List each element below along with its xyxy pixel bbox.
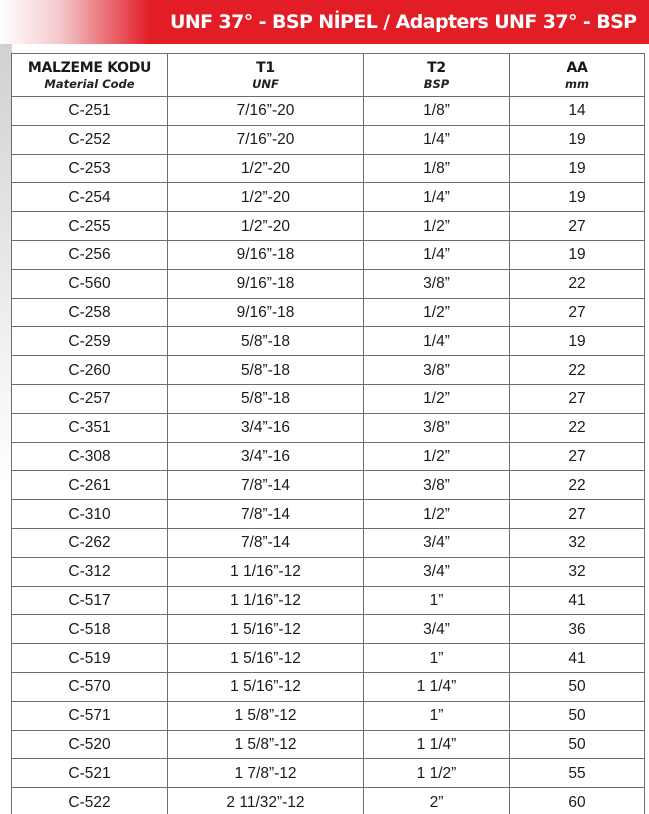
cell-material-code: C-259 — [12, 327, 168, 356]
title-bar — [0, 0, 649, 44]
cell-t2-bsp: 1/2” — [364, 384, 510, 413]
cell-material-code: C-519 — [12, 644, 168, 673]
cell-aa-mm: 32 — [510, 557, 645, 586]
cell-t1-unf: 5/8”-18 — [168, 384, 364, 413]
header-label: T2 — [427, 59, 446, 76]
header-t1 — [168, 54, 364, 97]
cell-aa-mm: 55 — [510, 759, 645, 788]
cell-aa-mm: 60 — [510, 788, 645, 814]
cell-t1-unf: 5/8”-18 — [168, 327, 364, 356]
cell-material-code: C-256 — [12, 240, 168, 269]
cell-t2-bsp: 1 1/4” — [364, 730, 510, 759]
table-row — [12, 528, 645, 557]
cell-t2-bsp: 1” — [364, 586, 510, 615]
table-row — [12, 356, 645, 385]
table-row — [12, 240, 645, 269]
cell-aa-mm: 41 — [510, 586, 645, 615]
header-sublabel: mm — [565, 76, 589, 91]
cell-t1-unf: 5/8”-18 — [168, 356, 364, 385]
table-row — [12, 97, 645, 126]
cell-material-code: C-521 — [12, 759, 168, 788]
cell-material-code: C-351 — [12, 413, 168, 442]
cell-t1-unf: 3/4”-16 — [168, 442, 364, 471]
cell-material-code: C-570 — [12, 672, 168, 701]
cell-t2-bsp: 1/2” — [364, 442, 510, 471]
header-sublabel: Material Code — [44, 76, 135, 91]
cell-t2-bsp: 3/8” — [364, 471, 510, 500]
cell-t1-unf: 7/16”-20 — [168, 97, 364, 126]
cell-t2-bsp: 3/8” — [364, 413, 510, 442]
cell-material-code: C-258 — [12, 298, 168, 327]
table-row — [12, 557, 645, 586]
cell-t1-unf: 1/2”-20 — [168, 154, 364, 183]
cell-material-code: C-255 — [12, 212, 168, 241]
cell-t1-unf: 7/16”-20 — [168, 125, 364, 154]
table-row — [12, 788, 645, 814]
cell-material-code: C-518 — [12, 615, 168, 644]
cell-aa-mm: 14 — [510, 97, 645, 126]
table-row — [12, 730, 645, 759]
table-row — [12, 154, 645, 183]
header-aa — [510, 54, 645, 97]
table-row — [12, 125, 645, 154]
table-row — [12, 759, 645, 788]
cell-aa-mm: 22 — [510, 413, 645, 442]
header-label: AA — [566, 59, 588, 76]
cell-aa-mm: 19 — [510, 154, 645, 183]
cell-t2-bsp: 1/4” — [364, 240, 510, 269]
cell-aa-mm: 27 — [510, 500, 645, 529]
header-sublabel: UNF — [252, 76, 279, 91]
table-row — [12, 384, 645, 413]
cell-t2-bsp: 2” — [364, 788, 510, 814]
cell-aa-mm: 27 — [510, 298, 645, 327]
cell-aa-mm: 50 — [510, 730, 645, 759]
cell-t1-unf: 1 5/8”-12 — [168, 730, 364, 759]
table-row — [12, 212, 645, 241]
cell-material-code: C-560 — [12, 269, 168, 298]
cell-t1-unf: 1 5/16”-12 — [168, 615, 364, 644]
cell-t1-unf: 2 11/32”-12 — [168, 788, 364, 814]
cell-material-code: C-260 — [12, 356, 168, 385]
cell-t2-bsp: 1 1/2” — [364, 759, 510, 788]
cell-t2-bsp: 1/4” — [364, 183, 510, 212]
header-label: T1 — [256, 59, 275, 76]
cell-t2-bsp: 3/8” — [364, 269, 510, 298]
table-row — [12, 471, 645, 500]
cell-t2-bsp: 1/8” — [364, 154, 510, 183]
cell-t1-unf: 1/2”-20 — [168, 212, 364, 241]
cell-t2-bsp: 3/4” — [364, 528, 510, 557]
cell-t1-unf: 3/4”-16 — [168, 413, 364, 442]
cell-aa-mm: 32 — [510, 528, 645, 557]
cell-aa-mm: 27 — [510, 442, 645, 471]
header-label: MALZEME KODU — [27, 59, 152, 76]
table-row — [12, 672, 645, 701]
header-row — [12, 54, 645, 97]
cell-aa-mm: 41 — [510, 644, 645, 673]
cell-material-code: C-517 — [12, 586, 168, 615]
cell-t2-bsp: 1 1/4” — [364, 672, 510, 701]
cell-aa-mm: 22 — [510, 471, 645, 500]
table-body — [12, 97, 645, 814]
cell-t2-bsp: 1/8” — [364, 97, 510, 126]
cell-t2-bsp: 1/2” — [364, 298, 510, 327]
table-row — [12, 701, 645, 730]
cell-material-code: C-520 — [12, 730, 168, 759]
cell-t2-bsp: 1” — [364, 644, 510, 673]
cell-material-code: C-310 — [12, 500, 168, 529]
header-material-code — [12, 54, 168, 97]
cell-t1-unf: 7/8”-14 — [168, 528, 364, 557]
cell-material-code: C-262 — [12, 528, 168, 557]
cell-aa-mm: 22 — [510, 269, 645, 298]
cell-t2-bsp: 1” — [364, 701, 510, 730]
cell-aa-mm: 19 — [510, 240, 645, 269]
cell-material-code: C-308 — [12, 442, 168, 471]
header-t2 — [364, 54, 510, 97]
table-row — [12, 644, 645, 673]
cell-aa-mm: 27 — [510, 384, 645, 413]
cell-t2-bsp: 1/2” — [364, 500, 510, 529]
table-row — [12, 413, 645, 442]
table-row — [12, 269, 645, 298]
cell-t2-bsp: 1/4” — [364, 125, 510, 154]
cell-t1-unf: 1 5/8”-12 — [168, 701, 364, 730]
cell-t1-unf: 9/16”-18 — [168, 240, 364, 269]
table-row — [12, 615, 645, 644]
cell-aa-mm: 19 — [510, 183, 645, 212]
cell-t1-unf: 1 1/16”-12 — [168, 586, 364, 615]
cell-material-code: C-571 — [12, 701, 168, 730]
cell-material-code: C-254 — [12, 183, 168, 212]
cell-t2-bsp: 1/4” — [364, 327, 510, 356]
cell-t1-unf: 7/8”-14 — [168, 500, 364, 529]
cell-aa-mm: 50 — [510, 672, 645, 701]
table-row — [12, 183, 645, 212]
cell-material-code: C-312 — [12, 557, 168, 586]
cell-aa-mm: 27 — [510, 212, 645, 241]
cell-aa-mm: 19 — [510, 327, 645, 356]
table-row — [12, 586, 645, 615]
cell-t1-unf: 1 1/16”-12 — [168, 557, 364, 586]
cell-material-code: C-261 — [12, 471, 168, 500]
cell-aa-mm: 19 — [510, 125, 645, 154]
page-title: UNF 37° - BSP NİPEL / Adapters UNF 37° - BSP — [170, 11, 637, 33]
cell-t1-unf: 7/8”-14 — [168, 471, 364, 500]
cell-t2-bsp: 3/4” — [364, 615, 510, 644]
cell-t2-bsp: 3/4” — [364, 557, 510, 586]
adapter-table — [11, 53, 645, 814]
cell-t2-bsp: 3/8” — [364, 356, 510, 385]
table-row — [12, 298, 645, 327]
cell-aa-mm: 50 — [510, 701, 645, 730]
cell-t1-unf: 1 5/16”-12 — [168, 672, 364, 701]
cell-material-code: C-252 — [12, 125, 168, 154]
cell-t1-unf: 1 7/8”-12 — [168, 759, 364, 788]
cell-t1-unf: 1/2”-20 — [168, 183, 364, 212]
header-sublabel: BSP — [423, 76, 450, 91]
cell-material-code: C-522 — [12, 788, 168, 814]
cell-t1-unf: 9/16”-18 — [168, 298, 364, 327]
cell-material-code: C-257 — [12, 384, 168, 413]
cell-t1-unf: 9/16”-18 — [168, 269, 364, 298]
table-row — [12, 442, 645, 471]
table-row — [12, 327, 645, 356]
cell-material-code: C-253 — [12, 154, 168, 183]
cell-t2-bsp: 1/2” — [364, 212, 510, 241]
cell-aa-mm: 36 — [510, 615, 645, 644]
cell-material-code: C-251 — [12, 97, 168, 126]
cell-t1-unf: 1 5/16”-12 — [168, 644, 364, 673]
table-row — [12, 500, 645, 529]
cell-aa-mm: 22 — [510, 356, 645, 385]
